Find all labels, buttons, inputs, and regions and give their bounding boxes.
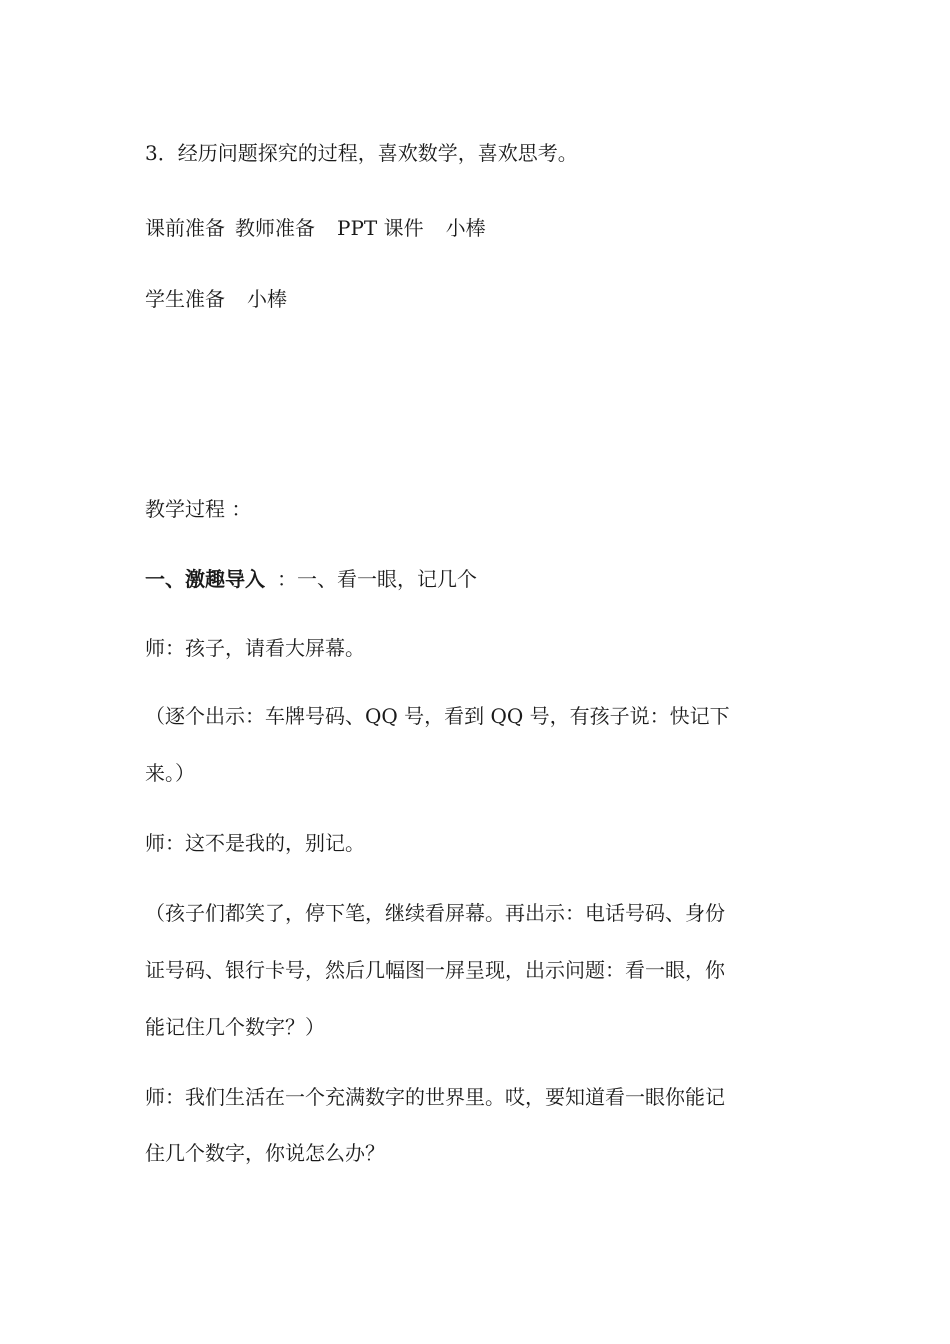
teacher-prep-label: 教师准备 [235,216,315,240]
dialogue-line-8: 师：我们生活在一个充满数字的世界里。哎，要知道看一眼你能记 [145,1085,725,1109]
section-1-heading [145,566,815,592]
prep-label: 课前准备 [145,216,225,240]
dialogue-line-9: 住几个数字，你说怎么办？ [145,1141,385,1165]
dialogue-line-6: 证号码、银行卡号，然后几幅图一屏呈现，出示问题：看一眼，你 [145,958,725,982]
dialogue-line-1: 师：孩子，请看大屏幕。 [145,636,365,660]
dialogue-line-7: 能记住几个数字？） [145,1015,325,1039]
dialogue-line-3: 来。） [145,761,195,785]
student-prep-label: 学生准备 [145,287,225,311]
student-item-sticks: 小棒 [247,287,287,311]
goal-3: 3．经历问题探究的过程，喜欢数学，喜欢思考。 [145,141,578,165]
process-heading: 教学过程 ： [145,497,252,521]
dialogue-line-4: 师：这不是我的，别记。 [145,831,365,855]
dialogue-line-5: （孩子们都笑了，停下笔，继续看屏幕。再出示：电话号码、身份 [145,901,725,925]
teacher-item-ppt: PPT 课件 [337,216,424,240]
section-1-title: 一、激趣导入 [145,567,265,591]
prep-student-line [145,286,815,312]
section-1-subtitle: ：一、看一眼，记几个 [277,567,477,591]
dialogue-line-2: （逐个出示：车牌号码、QQ 号，看到 QQ 号，有孩子说：快记下 [145,704,730,728]
teacher-item-sticks: 小棒 [445,216,486,240]
prep-teacher-line [145,215,815,241]
